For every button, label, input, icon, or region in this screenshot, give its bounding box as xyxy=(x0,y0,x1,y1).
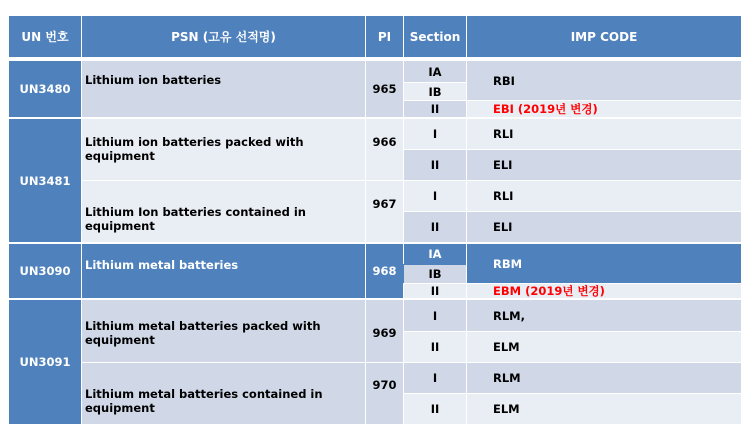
un-cell: UN3480 xyxy=(8,60,82,118)
header-psn: PSN (고유 선적명) xyxy=(81,15,366,58)
imp-cell: ELI xyxy=(466,211,742,243)
un-cell: UN3090 xyxy=(8,243,82,299)
pi-cell: 967 xyxy=(365,180,404,243)
header-pi: PI xyxy=(365,15,404,58)
imp-cell: EBM (2019년 변경) xyxy=(466,283,742,299)
imp-cell: ELI xyxy=(466,149,742,181)
section-cell: I xyxy=(403,180,467,212)
psn-cell: Lithium ion batteries xyxy=(81,60,366,118)
section-cell: IA xyxy=(403,60,467,83)
section-cell: II xyxy=(403,331,467,363)
psn-cell: Lithium metal batteries xyxy=(81,243,366,299)
pi-cell: 968 xyxy=(365,243,404,299)
pi-cell: 969 xyxy=(365,299,404,363)
un-cell: UN3481 xyxy=(8,118,82,243)
pi-cell: 970 xyxy=(365,362,404,425)
section-cell: II xyxy=(403,211,467,243)
imp-cell: RBM xyxy=(466,243,742,284)
imp-cell: RBI xyxy=(466,60,742,101)
section-cell: IA xyxy=(403,243,467,265)
section-cell: IB xyxy=(403,82,467,101)
section-cell: I xyxy=(403,118,467,150)
psn-cell: Lithium ion batteries packed with equipment xyxy=(81,118,366,181)
pi-cell: 966 xyxy=(365,118,404,181)
section-cell: II xyxy=(403,393,467,425)
imp-cell: EBI (2019년 변경) xyxy=(466,100,742,118)
header-imp: IMP CODE xyxy=(466,15,742,58)
section-cell: II xyxy=(403,149,467,181)
section-cell: II xyxy=(403,283,467,299)
psn-cell: Lithium Ion batteries contained in equipment xyxy=(81,180,366,243)
un-cell: UN3091 xyxy=(8,299,82,425)
section-cell: IB xyxy=(403,264,467,284)
section-cell: I xyxy=(403,299,467,332)
imp-cell: RLI xyxy=(466,118,742,150)
header-un: UN 번호 xyxy=(8,15,82,58)
psn-cell: Lithium metal batteries contained in equipment xyxy=(81,362,366,425)
imp-cell: ELM xyxy=(466,331,742,363)
section-cell: II xyxy=(403,100,467,118)
imp-cell: RLM, xyxy=(466,299,742,332)
imp-cell: RLM xyxy=(466,362,742,394)
header-section: Section xyxy=(403,15,467,58)
imp-cell: ELM xyxy=(466,393,742,425)
pi-cell: 965 xyxy=(365,60,404,118)
section-cell: I xyxy=(403,362,467,394)
psn-cell: Lithium metal batteries packed with equipment xyxy=(81,299,366,363)
imp-cell: RLI xyxy=(466,180,742,212)
